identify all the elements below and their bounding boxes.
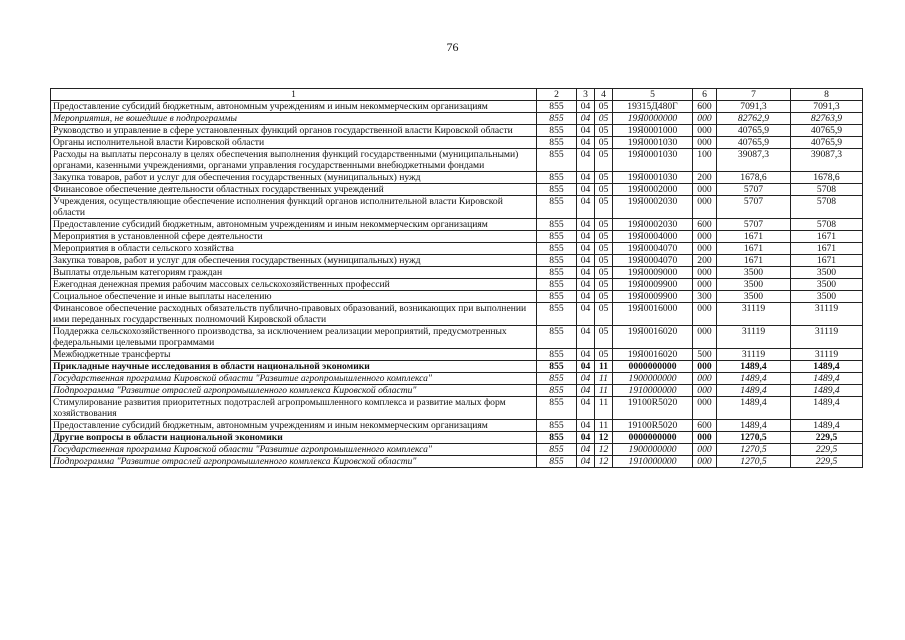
table-row (51, 125, 863, 137)
table-row (51, 231, 863, 243)
cell-amount-2019: 5708 (791, 219, 863, 231)
cell-amount-2018: 40765,9 (717, 137, 791, 149)
cell-section: 04 (577, 196, 595, 219)
cell-amount-2019: 1678,6 (791, 172, 863, 184)
cell-name: Финансовое обеспечение расходных обязательств публично-правовых образований, возникающих при выполнении ими переданных государственных полномочий Кировской области (51, 303, 537, 326)
cell-ministry-code: 855 (537, 113, 577, 125)
cell-target-article: 19Я0016000 (613, 303, 693, 326)
table-row (51, 255, 863, 267)
cell-target-article: 19Я0000000 (613, 113, 693, 125)
cell-expense-type: 600 (693, 101, 717, 113)
cell-target-article: 19Я0009900 (613, 291, 693, 303)
cell-ministry-code: 855 (537, 267, 577, 279)
cell-target-article: 19Я0016020 (613, 349, 693, 361)
cell-expense-type: 600 (693, 420, 717, 432)
cell-expense-type: 000 (693, 113, 717, 125)
header-col-1: 1 (51, 89, 537, 101)
cell-ministry-code: 855 (537, 255, 577, 267)
cell-name: Предоставление субсидий бюджетным, автономным учреждениям и иным некоммерческим организациям (51, 219, 537, 231)
cell-name: Подпрограмма "Развитие отраслей агропромышленного комплекса Кировской области" (51, 385, 537, 397)
cell-amount-2019: 82763,9 (791, 113, 863, 125)
cell-subsection: 05 (595, 326, 613, 349)
table-row (51, 373, 863, 385)
cell-subsection: 05 (595, 349, 613, 361)
cell-section: 04 (577, 172, 595, 184)
cell-amount-2018: 1489,4 (717, 373, 791, 385)
cell-amount-2019: 3500 (791, 267, 863, 279)
cell-name: Подпрограмма "Развитие отраслей агропромышленного комплекса Кировской области" (51, 456, 537, 468)
cell-subsection: 12 (595, 456, 613, 468)
cell-ministry-code: 855 (537, 125, 577, 137)
cell-target-article: 19Я0001030 (613, 149, 693, 172)
table-row (51, 172, 863, 184)
table-row (51, 303, 863, 326)
cell-name: Предоставление субсидий бюджетным, автономным учреждениям и иным некоммерческим организациям (51, 420, 537, 432)
cell-section: 04 (577, 219, 595, 231)
header-col-2: 2 (537, 89, 577, 101)
cell-section: 04 (577, 113, 595, 125)
cell-subsection: 11 (595, 385, 613, 397)
cell-amount-2018: 1678,6 (717, 172, 791, 184)
cell-name: Руководство и управление в сфере установленных функций органов государственной власти Кировской области (51, 125, 537, 137)
cell-expense-type: 200 (693, 255, 717, 267)
cell-ministry-code: 855 (537, 326, 577, 349)
cell-subsection: 05 (595, 243, 613, 255)
cell-amount-2019: 1489,4 (791, 373, 863, 385)
cell-amount-2018: 5707 (717, 184, 791, 196)
cell-expense-type: 100 (693, 149, 717, 172)
cell-ministry-code: 855 (537, 361, 577, 373)
cell-amount-2019: 229,5 (791, 432, 863, 444)
cell-name: Органы исполнительной власти Кировской области (51, 137, 537, 149)
cell-target-article: 19Я0009000 (613, 267, 693, 279)
cell-subsection: 05 (595, 231, 613, 243)
table-row (51, 196, 863, 219)
header-col-3: 3 (577, 89, 595, 101)
cell-target-article: 19Я0001030 (613, 137, 693, 149)
cell-amount-2019: 1489,4 (791, 385, 863, 397)
cell-amount-2018: 5707 (717, 219, 791, 231)
cell-amount-2018: 31119 (717, 349, 791, 361)
cell-ministry-code: 855 (537, 291, 577, 303)
cell-amount-2019: 31119 (791, 303, 863, 326)
cell-amount-2018: 1489,4 (717, 361, 791, 373)
cell-amount-2018: 39087,3 (717, 149, 791, 172)
cell-target-article: 19Я0002030 (613, 196, 693, 219)
cell-expense-type: 000 (693, 243, 717, 255)
cell-section: 04 (577, 184, 595, 196)
header-col-7: 7 (717, 89, 791, 101)
cell-ministry-code: 855 (537, 444, 577, 456)
cell-amount-2019: 1489,4 (791, 361, 863, 373)
table-row (51, 291, 863, 303)
cell-name: Другие вопросы в области национальной экономики (51, 432, 537, 444)
cell-target-article: 1900000000 (613, 444, 693, 456)
cell-amount-2018: 5707 (717, 196, 791, 219)
cell-expense-type: 000 (693, 326, 717, 349)
cell-ministry-code: 855 (537, 349, 577, 361)
cell-name: Ежегодная денежная премия рабочим массовых сельскохозяйственных профессий (51, 279, 537, 291)
cell-expense-type: 500 (693, 349, 717, 361)
cell-subsection: 05 (595, 267, 613, 279)
cell-ministry-code: 855 (537, 385, 577, 397)
cell-target-article: 19Я0002000 (613, 184, 693, 196)
cell-name: Выплаты отдельным категориям граждан (51, 267, 537, 279)
cell-name: Мероприятия в установленной сфере деятельности (51, 231, 537, 243)
cell-amount-2018: 1671 (717, 231, 791, 243)
cell-subsection: 05 (595, 137, 613, 149)
cell-section: 04 (577, 432, 595, 444)
cell-amount-2019: 229,5 (791, 444, 863, 456)
table-body (51, 101, 863, 468)
cell-target-article: 19Я0001030 (613, 172, 693, 184)
cell-ministry-code: 855 (537, 279, 577, 291)
cell-amount-2019: 40765,9 (791, 125, 863, 137)
cell-ministry-code: 855 (537, 101, 577, 113)
cell-target-article: 19100R5020 (613, 420, 693, 432)
cell-name: Государственная программа Кировской области "Развитие агропромышленного комплекса" (51, 444, 537, 456)
cell-section: 04 (577, 373, 595, 385)
cell-subsection: 12 (595, 444, 613, 456)
cell-name: Прикладные научные исследования в области национальной экономики (51, 361, 537, 373)
cell-name: Поддержка сельскохозяйственного производства, за исключением реализации мероприятий, предусмотренных федеральными целевыми программами (51, 326, 537, 349)
table-row (51, 432, 863, 444)
cell-ministry-code: 855 (537, 219, 577, 231)
cell-target-article: 1900000000 (613, 373, 693, 385)
cell-ministry-code: 855 (537, 243, 577, 255)
table-row (51, 326, 863, 349)
cell-section: 04 (577, 267, 595, 279)
cell-section: 04 (577, 125, 595, 137)
cell-amount-2019: 31119 (791, 349, 863, 361)
cell-amount-2019: 40765,9 (791, 137, 863, 149)
cell-subsection: 05 (595, 149, 613, 172)
cell-ministry-code: 855 (537, 149, 577, 172)
cell-target-article: 19315Д480Г (613, 101, 693, 113)
cell-target-article: 0000000000 (613, 432, 693, 444)
table-row (51, 279, 863, 291)
table-row (51, 397, 863, 420)
cell-name: Мероприятия, не вошедшие в подпрограммы (51, 113, 537, 125)
cell-target-article: 19Я0004070 (613, 255, 693, 267)
cell-name: Межбюджетные трансферты (51, 349, 537, 361)
cell-expense-type: 000 (693, 184, 717, 196)
cell-expense-type: 600 (693, 219, 717, 231)
cell-subsection: 05 (595, 255, 613, 267)
cell-section: 04 (577, 385, 595, 397)
cell-expense-type: 000 (693, 267, 717, 279)
table-row (51, 444, 863, 456)
table-row (51, 149, 863, 172)
table-row (51, 184, 863, 196)
cell-amount-2018: 1270,5 (717, 456, 791, 468)
cell-expense-type: 000 (693, 279, 717, 291)
cell-subsection: 05 (595, 196, 613, 219)
table-row (51, 219, 863, 231)
cell-amount-2019: 1489,4 (791, 397, 863, 420)
cell-subsection: 05 (595, 125, 613, 137)
cell-target-article: 19Я0009900 (613, 279, 693, 291)
table-row (51, 420, 863, 432)
cell-expense-type: 000 (693, 303, 717, 326)
cell-ministry-code: 855 (537, 231, 577, 243)
cell-amount-2018: 82762,9 (717, 113, 791, 125)
cell-expense-type: 000 (693, 385, 717, 397)
cell-section: 04 (577, 101, 595, 113)
cell-target-article: 1910000000 (613, 385, 693, 397)
table-row (51, 137, 863, 149)
cell-name: Финансовое обеспечение деятельности областных государственных учреждений (51, 184, 537, 196)
cell-amount-2018: 40765,9 (717, 125, 791, 137)
cell-amount-2019: 3500 (791, 291, 863, 303)
cell-ministry-code: 855 (537, 456, 577, 468)
cell-section: 04 (577, 291, 595, 303)
cell-expense-type: 000 (693, 125, 717, 137)
page-number: 76 (446, 40, 459, 54)
table-row (51, 349, 863, 361)
cell-section: 04 (577, 303, 595, 326)
cell-section: 04 (577, 137, 595, 149)
header-col-5: 5 (613, 89, 693, 101)
cell-target-article: 19Я0004000 (613, 231, 693, 243)
header-col-8: 8 (791, 89, 863, 101)
cell-name: Закупка товаров, работ и услуг для обеспечения государственных (муниципальных) нужд (51, 255, 537, 267)
cell-expense-type: 300 (693, 291, 717, 303)
cell-section: 04 (577, 243, 595, 255)
cell-amount-2018: 31119 (717, 303, 791, 326)
cell-ministry-code: 855 (537, 303, 577, 326)
cell-amount-2019: 5708 (791, 184, 863, 196)
cell-expense-type: 200 (693, 172, 717, 184)
cell-amount-2018: 1671 (717, 243, 791, 255)
cell-subsection: 11 (595, 420, 613, 432)
cell-amount-2019: 1489,4 (791, 420, 863, 432)
cell-amount-2018: 1270,5 (717, 432, 791, 444)
cell-name: Стимулирование развития приоритетных подотраслей агропромышленного комплекса и развитие малых форм хозяйствования (51, 397, 537, 420)
cell-expense-type: 000 (693, 432, 717, 444)
cell-name: Предоставление субсидий бюджетным, автономным учреждениям и иным некоммерческим организациям (51, 101, 537, 113)
cell-target-article: 19100R5020 (613, 397, 693, 420)
cell-ministry-code: 855 (537, 196, 577, 219)
cell-section: 04 (577, 420, 595, 432)
cell-subsection: 12 (595, 432, 613, 444)
table-row (51, 456, 863, 468)
cell-target-article: 0000000000 (613, 361, 693, 373)
cell-ministry-code: 855 (537, 184, 577, 196)
cell-ministry-code: 855 (537, 172, 577, 184)
cell-amount-2019: 1671 (791, 243, 863, 255)
cell-amount-2018: 3500 (717, 267, 791, 279)
cell-target-article: 19Я0002030 (613, 219, 693, 231)
cell-subsection: 11 (595, 361, 613, 373)
cell-name: Расходы на выплаты персоналу в целях обеспечения выполнения функций государственными (муниципальными) органами, казенными учреждениями, органами управления государственными внебюджетными фондами (51, 149, 537, 172)
cell-amount-2018: 31119 (717, 326, 791, 349)
cell-amount-2018: 3500 (717, 291, 791, 303)
cell-amount-2019: 39087,3 (791, 149, 863, 172)
cell-subsection: 05 (595, 184, 613, 196)
cell-ministry-code: 855 (537, 420, 577, 432)
cell-amount-2019: 5708 (791, 196, 863, 219)
cell-amount-2019: 3500 (791, 279, 863, 291)
cell-subsection: 05 (595, 172, 613, 184)
cell-amount-2019: 1671 (791, 255, 863, 267)
cell-target-article: 1910000000 (613, 456, 693, 468)
cell-section: 04 (577, 149, 595, 172)
table-row (51, 101, 863, 113)
cell-amount-2018: 3500 (717, 279, 791, 291)
cell-amount-2018: 1671 (717, 255, 791, 267)
cell-amount-2019: 7091,3 (791, 101, 863, 113)
cell-amount-2018: 1489,4 (717, 385, 791, 397)
cell-section: 04 (577, 255, 595, 267)
cell-section: 04 (577, 279, 595, 291)
cell-subsection: 11 (595, 397, 613, 420)
cell-section: 04 (577, 444, 595, 456)
cell-amount-2018: 1270,5 (717, 444, 791, 456)
cell-ministry-code: 855 (537, 137, 577, 149)
cell-expense-type: 000 (693, 361, 717, 373)
cell-section: 04 (577, 456, 595, 468)
cell-amount-2018: 1489,4 (717, 420, 791, 432)
cell-expense-type: 000 (693, 456, 717, 468)
cell-subsection: 05 (595, 303, 613, 326)
cell-expense-type: 000 (693, 137, 717, 149)
cell-amount-2018: 1489,4 (717, 397, 791, 420)
cell-amount-2018: 7091,3 (717, 101, 791, 113)
cell-name: Государственная программа Кировской области "Развитие агропромышленного комплекса" (51, 373, 537, 385)
cell-name: Социальное обеспечение и иные выплаты населению (51, 291, 537, 303)
cell-ministry-code: 855 (537, 397, 577, 420)
cell-subsection: 11 (595, 373, 613, 385)
cell-ministry-code: 855 (537, 432, 577, 444)
table-row (51, 113, 863, 125)
table-row (51, 361, 863, 373)
cell-expense-type: 000 (693, 231, 717, 243)
header-col-6: 6 (693, 89, 717, 101)
cell-subsection: 05 (595, 279, 613, 291)
cell-amount-2019: 1671 (791, 231, 863, 243)
cell-subsection: 05 (595, 219, 613, 231)
cell-subsection: 05 (595, 113, 613, 125)
table-row (51, 385, 863, 397)
cell-section: 04 (577, 349, 595, 361)
cell-section: 04 (577, 361, 595, 373)
cell-target-article: 19Я0004070 (613, 243, 693, 255)
cell-subsection: 05 (595, 291, 613, 303)
table-row (51, 243, 863, 255)
cell-target-article: 19Я0016020 (613, 326, 693, 349)
cell-section: 04 (577, 326, 595, 349)
cell-ministry-code: 855 (537, 373, 577, 385)
cell-section: 04 (577, 397, 595, 420)
cell-name: Закупка товаров, работ и услуг для обеспечения государственных (муниципальных) нужд (51, 172, 537, 184)
cell-target-article: 19Я0001000 (613, 125, 693, 137)
table-row (51, 267, 863, 279)
header-col-4: 4 (595, 89, 613, 101)
cell-expense-type: 000 (693, 397, 717, 420)
cell-name: Учреждения, осуществляющие обеспечение исполнения функций органов исполнительной власти Кировской области (51, 196, 537, 219)
cell-name: Мероприятия в области сельского хозяйства (51, 243, 537, 255)
cell-amount-2019: 229,5 (791, 456, 863, 468)
cell-expense-type: 000 (693, 444, 717, 456)
cell-expense-type: 000 (693, 196, 717, 219)
cell-expense-type: 000 (693, 373, 717, 385)
budget-table (50, 88, 863, 468)
cell-section: 04 (577, 231, 595, 243)
cell-subsection: 05 (595, 101, 613, 113)
cell-amount-2019: 31119 (791, 326, 863, 349)
table-header-row (51, 89, 863, 101)
